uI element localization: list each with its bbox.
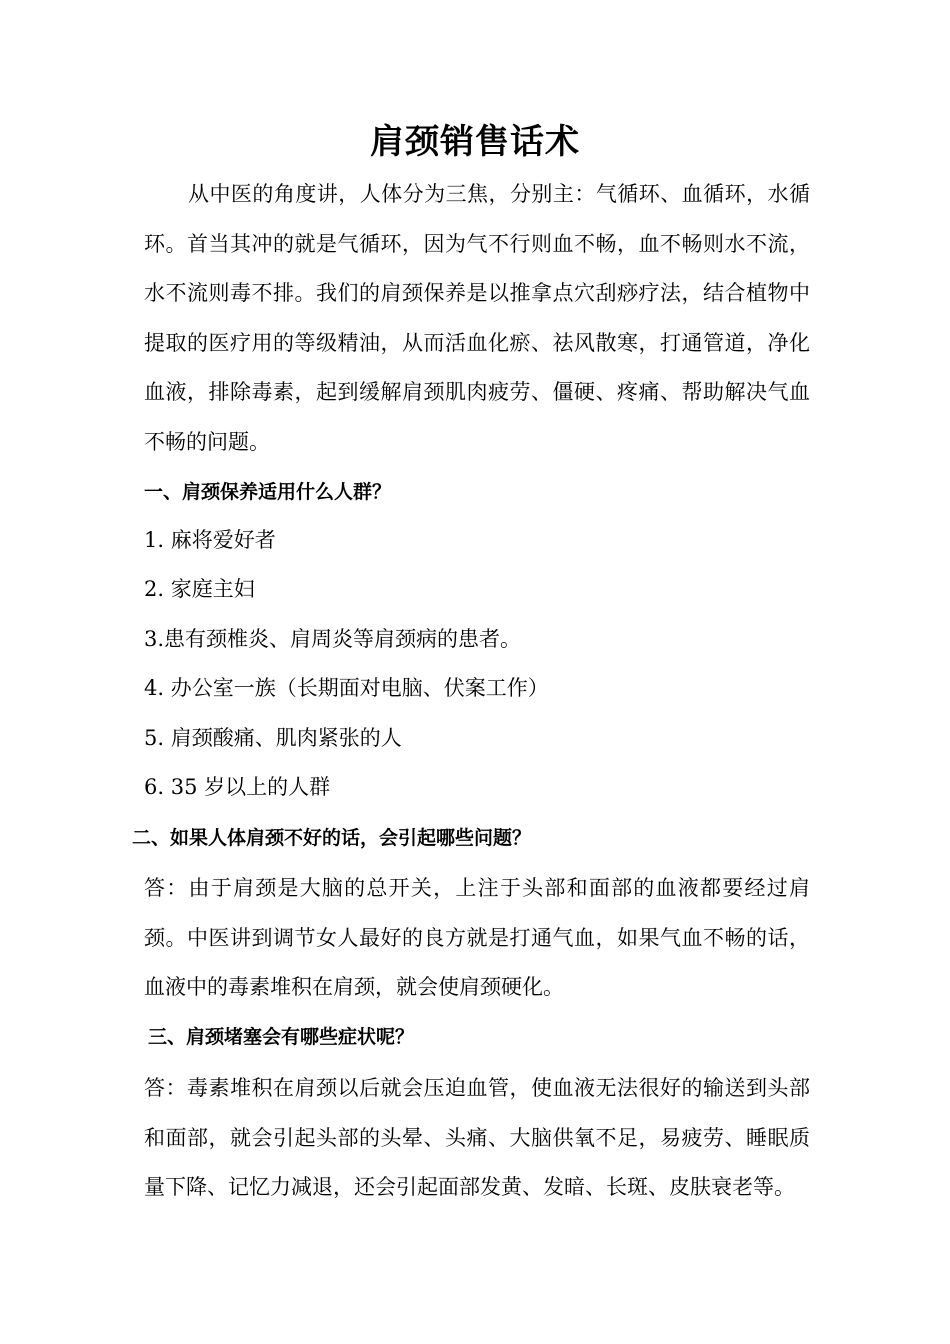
list-item: 6. 35 岁以上的人群: [144, 775, 331, 799]
list-item: 1. 麻将爱好者: [144, 528, 276, 552]
section2-heading: 二、如果人体肩颈不好的话，会引起哪些问题？: [132, 827, 532, 849]
intro-paragraph: 从中医的角度讲，人体分为三焦，分别主：气循环、血循环，水循环。首当其冲的就是气循环，因为气不行则血不畅，血不畅则水不流，水不流则毒不排。我们的肩颈保养是以推拿点穴刮痧疗法，结合植物中提取的医疗用的等级精油，从而活血化瘀、祛风散寒，打通管道，净化血液，排除毒素，起到缓解肩颈肌肉疲劳、僵硬、疼痛、帮助解决气血不畅的问题。: [144, 182, 810, 454]
list-item: 2. 家庭主妇: [144, 577, 255, 601]
list-item: 4. 办公室一族（长期面对电脑、伏案工作）: [144, 676, 549, 700]
list-item: 5. 肩颈酸痛、肌肉紧张的人: [144, 726, 402, 750]
list-item: 3.患有颈椎炎、肩周炎等肩颈病的患者。: [144, 627, 522, 651]
section2-answer: 答：由于肩颈是大脑的总开关，上注于头部和面部的血液都要经过肩颈。中医讲到调节女人最好的良方就是打通气血，如果气血不畅的话，血液中的毒素堆积在肩颈，就会使肩颈硬化。: [144, 876, 810, 999]
document-title: 肩颈销售话术: [370, 122, 580, 162]
section3-heading: 三、肩颈堵塞会有哪些症状呢？: [148, 1026, 415, 1048]
section1-heading: 一、肩颈保养适用什么人群？: [144, 481, 392, 503]
section3-answer: 答：毒素堆积在肩颈以后就会压迫血管，使血液无法很好的输送到头部和面部，就会引起头部的头晕、头痛、大脑供氧不足，易疲劳、睡眠质量下降、记忆力减退，还会引起面部发黄、发暗、长斑、皮肤衰老等。: [144, 1076, 810, 1199]
